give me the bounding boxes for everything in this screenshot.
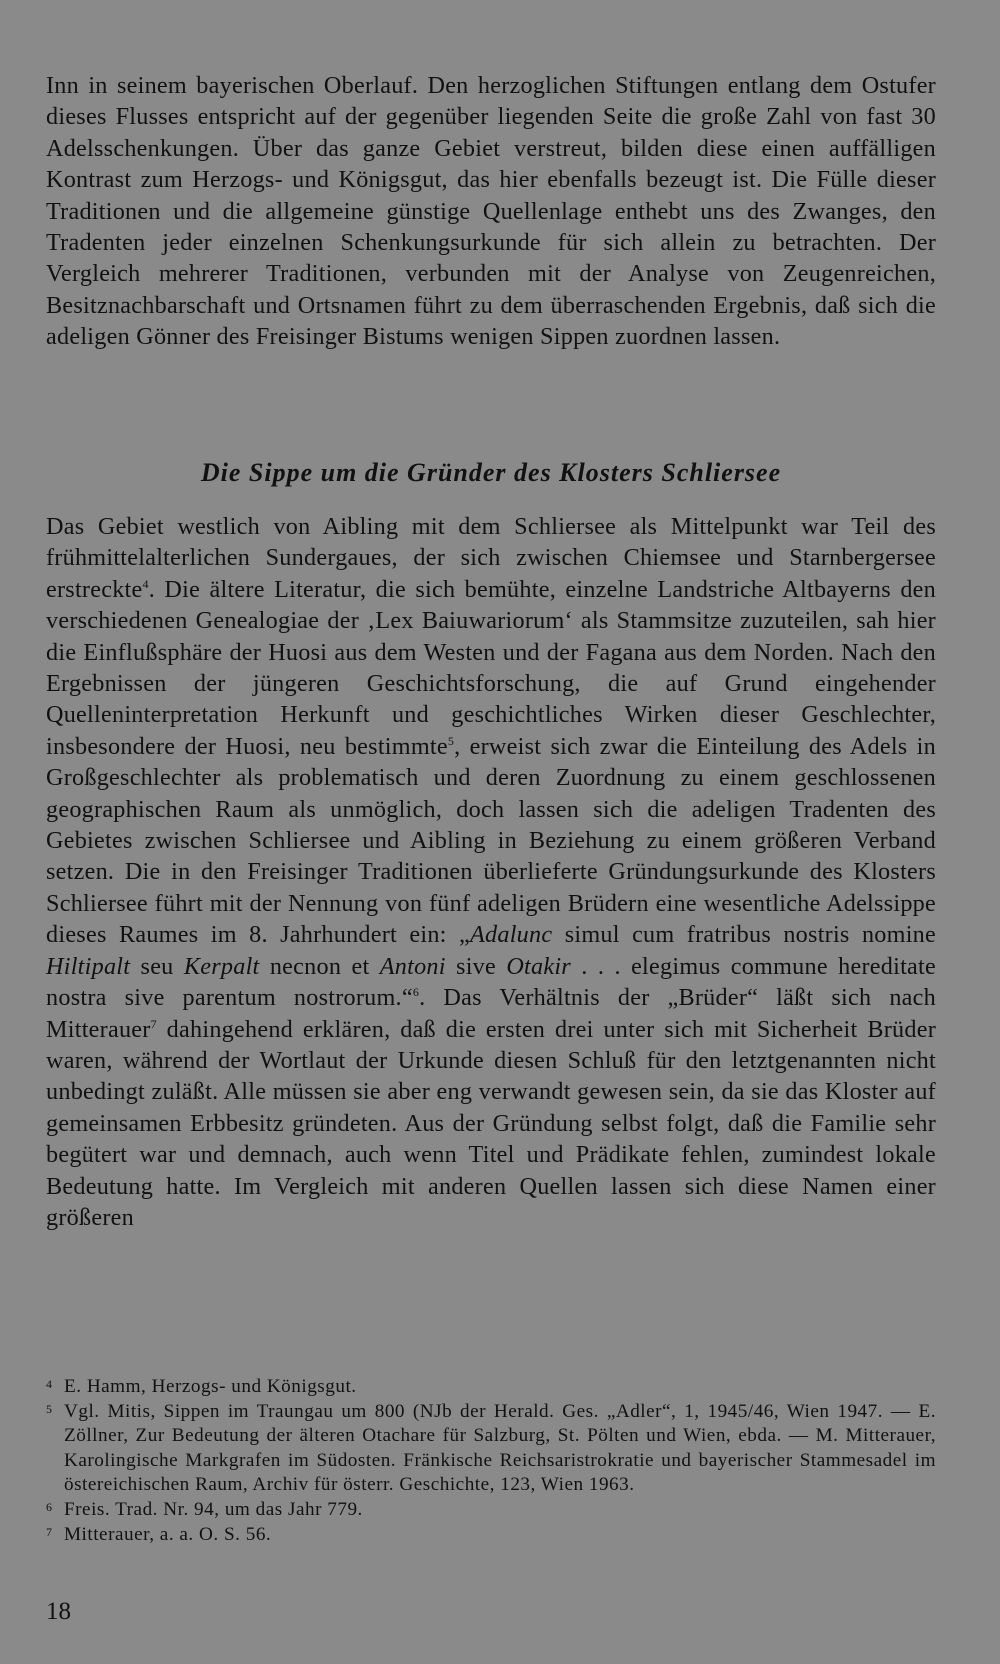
text-segment: Das Gebiet westlich von Aibling mit dem Schliersee als Mittelpunkt war Teil des frühmittelalterlichen Sundergaues, der sich zwischen Chiemsee und Starnbergersee erstreckte (46, 513, 936, 603)
footnote-text: Mitterauer, a. a. O. S. 56. (64, 1523, 272, 1545)
footnote (46, 1400, 936, 1498)
footnote (46, 1523, 936, 1548)
body-paragraph-1: Inn in seinem bayerischen Oberlauf. Den herzoglichen Stiftungen entlang dem Ostufer dieses Flusses entspricht auf der gegenüber liegenden Seite die große Zahl von fast 30 Adelsschenkungen. Über das ganze Gebiet verstreut, bilden diese einen auffälligen Kontrast zum Herzogs- und Königsgut, das hier ebenfalls bezeugt ist. Die Fülle dieser Traditionen und die allgemeine günstige Quellenlage enthebt uns des Zwanges, den Tradenten jeder einzelnen Schenkungsurkunde für sich allein zu betrachten. Der Vergleich mehrerer Traditionen, verbunden mit der Analyse von Zeugenreichen, Besitznachbarschaft und Ortsnamen führt zu dem überraschenden Ergebnis, daß sich die adeligen Gönner des Freisinger Bistums wenigen Sippen zuordnen lassen. (46, 72, 936, 351)
text-segment: . Das Verhältnis der „Brüder“ läßt sich nach Mitterauer (46, 984, 936, 1043)
footnote (46, 1498, 936, 1523)
text-segment: necnon et (259, 952, 380, 980)
footnote-text: Vgl. Mitis, Sippen im Traungau um 800 (NJb der Herald. Ges. „Adler“, 1, 1945/46, Wien 1947. — E. Zöllner, Zur Bedeutung der älteren Otachare für Salzburg, St. Pölten und Wien, ebda. — M. Mitterauer, Karolingische Markgrafen im Südosten. Fränkische Reichsaristrokratie und bayerischer Stammesadel im östereichischen Raum, Archiv für österr. Geschichte, 123, Wien 1963. (64, 1400, 936, 1496)
footnote (46, 1375, 936, 1400)
footnote-reference[interactable]: 5 (447, 733, 455, 748)
text-segment: , erweist sich zwar die Einteilung des Adels in Großgeschlechter als problematisch und deren Zuordnung zu einem geschlossenen geographischen Raum als unmöglich, doch lassen sich die adeligen Tradenten des Gebietes zwischen Schliersee und Aibling in Beziehung zu einem größeren Verband setzen. Die in den Freisinger Traditionen überlieferte Gründungsurkunde des Klosters Schliersee führt mit der Nennung von fünf adeligen Brüdern eine wesentliche Adelssippe dieses Raumes im 8. Jahrhundert ein: (46, 732, 936, 949)
footnote-reference[interactable]: 6 (412, 985, 420, 1000)
body-paragraph-2 (46, 511, 936, 1233)
footnote-mark: 4 (46, 1377, 53, 1391)
footnote-reference[interactable]: 4 (142, 576, 149, 591)
founder-name: Hiltipalt (46, 952, 131, 980)
founder-name: Kerpalt (183, 952, 260, 980)
text-segment: sive (445, 952, 507, 980)
book-page (46, 0, 936, 1664)
section-heading: Die Sippe um die Gründer des Klosters Schliersee (200, 458, 782, 487)
footnotes (46, 1375, 936, 1547)
text-segment: . . . elegimus commune hereditate nostra sive parentum nostrorum.“ (46, 952, 936, 1012)
text-segment: . Die ältere Literatur, die sich bemühte, einzelne Landstriche Altbayerns den verschiedenen Genealogiae der ‚Lex Baiuwariorum‘ als Stammsitze zuzuteilen, sah hier die Einflußsphäre der Huosi aus dem Westen und der Fagana aus dem Norden. Nach den Ergebnissen der jüngeren Geschichtsforschung, die auf Grund eingehender Quelleninterpretation Herkunft und geschichtliches Wirken dieser Geschlechter, insbesondere der Huosi, neu bestimmte (46, 575, 936, 760)
footnote-mark: 5 (46, 1401, 53, 1416)
quote-mark: „ (459, 921, 470, 949)
footnote-text: Freis. Trad. Nr. 94, um das Jahr 779. (64, 1498, 363, 1520)
footnote-reference[interactable]: 7 (150, 1016, 157, 1031)
founder-name: Antoni (379, 952, 446, 980)
founder-name: Otakir (506, 952, 571, 980)
text-segment: seu (130, 952, 184, 980)
footnote-mark: 7 (46, 1524, 53, 1539)
founder-name: Adalunc (470, 921, 553, 949)
footnote-mark: 6 (46, 1499, 53, 1514)
footnote-text: E. Hamm, Herzogs- und Königsgut. (64, 1376, 357, 1397)
text-segment: simul cum fratribus nostris nomine (552, 921, 936, 949)
text-segment: dahingehend erklären, daß die ersten drei unter sich mit Sicherheit Brüder waren, während der Wortlaut der Urkunde diesen Schluß für den letztgenannten nicht unbedingt zuläßt. Alle müssen sie aber eng verwandt gewesen sein, da sie das Kloster auf gemeinsamen Erbbesitz gründeten. Aus der Gründung selbst folgt, daß die Familie sehr begütert war und demnach, auch wenn Titel und Prädikate fehlen, zumindest lokale Bedeutung hatte. Im Vergleich mit anderen Quellen lassen sich diese Namen einer größeren (46, 1015, 936, 1231)
page-number: 18 (46, 1598, 71, 1625)
